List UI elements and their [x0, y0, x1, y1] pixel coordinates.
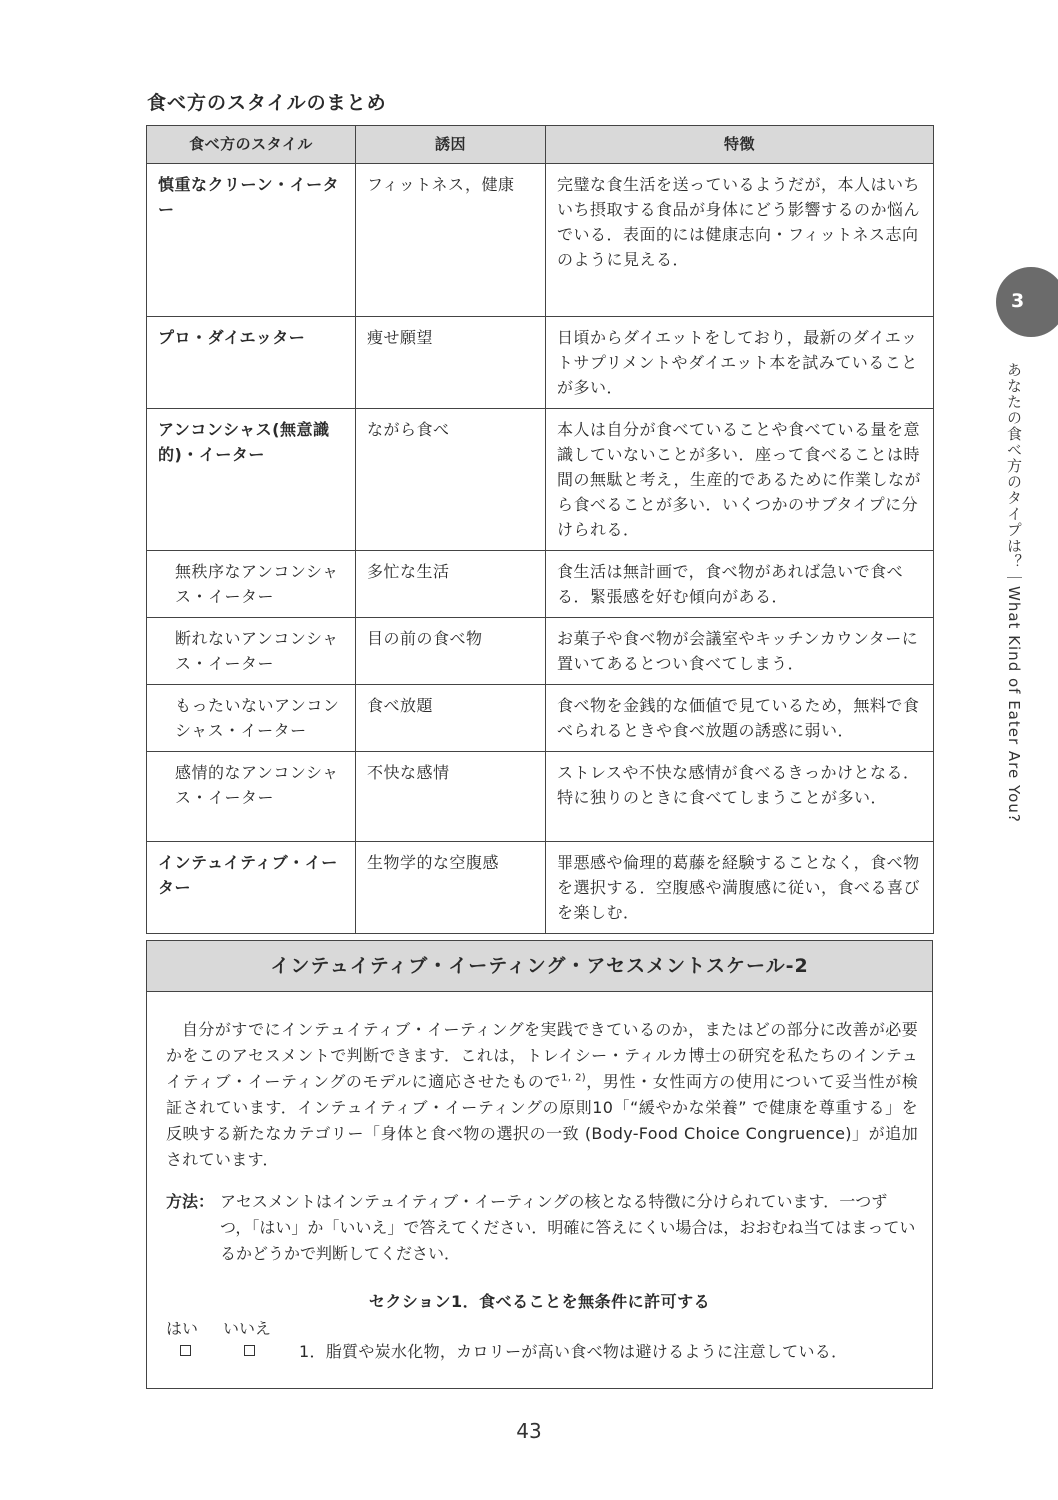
trigger-cell: 痩せ願望	[356, 317, 546, 409]
trigger-cell: 不快な感情	[356, 752, 546, 842]
feature-cell: 食べ物を金銭的な価値で見ているため，無料で食べられるときや食べ放題の誘惑に弱い．	[546, 685, 934, 752]
trigger-cell: 目の前の食べ物	[356, 618, 546, 685]
style-cell: 慎重なクリーン・イーター	[147, 164, 356, 317]
feature-cell: 完璧な食生活を送っているようだが，本人はいちいち摂取する食品が身体にどう影響するのか悩んでいる．表面的には健康志向・フィットネス志向のように見える．	[546, 164, 934, 317]
question1-yes-checkbox[interactable]	[180, 1345, 191, 1356]
trigger-cell: フィットネス，健康	[356, 164, 546, 317]
feature-cell: お菓子や食べ物が会議室やキッチンカウンターに置いてあるとつい食べてしまう．	[546, 618, 934, 685]
section-title: 食べ方のスタイルのまとめ	[147, 92, 387, 114]
running-title: あなたの食べ方のタイプは？｜What Kind of Eater Are You?	[1005, 362, 1023, 823]
yes-column-label: はい	[166, 1319, 199, 1338]
style-cell: 感情的なアンコンシャス・イーター	[147, 752, 356, 842]
assessment-box	[146, 940, 933, 1389]
style-cell: 断れないアンコンシャス・イーター	[147, 618, 356, 685]
table-row	[147, 317, 934, 409]
intro-text-end: ，男性・女性両方の使用について妥当性が検証されています．インテュイティブ・イーティングの原則10「“緩やかな栄養” で健康を尊重する」を反映する新たなカテゴリー「身体と食べ物の選択の一致 (Body-Food Choice Congruence)」が追加されています．	[166, 1072, 919, 1169]
chapter-number: 3	[1011, 290, 1025, 312]
method-label: 方法：	[166, 1192, 215, 1211]
chapter-tab	[996, 267, 1058, 337]
header-trigger: 誘因	[356, 126, 546, 164]
trigger-cell: 生物学的な空腹感	[356, 842, 546, 934]
style-cell: インテュイティブ・イーター	[147, 842, 356, 934]
feature-cell: 食生活は無計画で，食べ物があれば急いで食べる．緊張感を好む傾向がある．	[546, 551, 934, 618]
feature-cell: 日頃からダイエットをしており，最新のダイエットサプリメントやダイエット本を試みていることが多い．	[546, 317, 934, 409]
table-row	[147, 685, 934, 752]
table-header-row	[147, 126, 934, 164]
style-cell: もったいないアンコンシャス・イーター	[147, 685, 356, 752]
feature-cell: 本人は自分が食べていることや食べている量を意識していないことが多い．座って食べることは時間の無駄と考え，生産的であるために作業しながら食べることが多い．いくつかのサブタイプに分けられる．	[546, 409, 934, 551]
table-row	[147, 164, 934, 317]
no-column-label: いいえ	[223, 1319, 272, 1338]
feature-cell: 罪悪感や倫理的葛藤を経験することなく，食べ物を選択する．空腹感や満腹感に従い，食べる喜びを楽しむ．	[546, 842, 934, 934]
feature-cell: ストレスや不快な感情が食べるきっかけとなる．特に独りのときに食べてしまうことが多い．	[546, 752, 934, 842]
section1-title: セクション1．食べることを無条件に許可する	[368, 1292, 711, 1311]
table-row	[147, 842, 934, 934]
intro-reference: 1, 2)	[561, 1072, 586, 1084]
method-block	[166, 1189, 918, 1267]
style-cell: 無秩序なアンコンシャス・イーター	[147, 551, 356, 618]
trigger-cell: ながら食べ	[356, 409, 546, 551]
table-row	[147, 409, 934, 551]
page-number: 43	[516, 1419, 542, 1443]
header-style: 食べ方のスタイル	[147, 126, 356, 164]
eating-style-table	[146, 125, 934, 934]
assessment-title: インテュイティブ・イーティング・アセスメントスケール‐2	[147, 941, 932, 992]
trigger-cell: 多忙な生活	[356, 551, 546, 618]
table-row	[147, 618, 934, 685]
method-text: アセスメントはインテュイティブ・イーティングの核となる特徴に分けられています．一つずつ，「はい」か「いいえ」で答えてください．明確に答えにくい場合は，おおむね当てはまっているかどうかで判断してください．	[220, 1192, 916, 1263]
table-row	[147, 752, 934, 842]
trigger-cell: 食べ放題	[356, 685, 546, 752]
table-row	[147, 551, 934, 618]
assessment-intro	[166, 1017, 918, 1173]
intro-text-start: 自分がすでにインテュイティブ・イーティングを実践できているのか，またはどの部分に改善が必要かをこのアセスメントで判断できます．これは，トレイシー・ティルカ博士の研究を私たちのインテュイティブ・イーティングのモデルに適応させたもので	[166, 1020, 918, 1091]
question1-no-checkbox[interactable]	[244, 1345, 255, 1356]
header-feature: 特徴	[546, 126, 934, 164]
style-cell: アンコンシャス(無意識的)・イーター	[147, 409, 356, 551]
question1-text: 1．脂質や炭水化物，カロリーが高い食べ物は避けるように注意している．	[299, 1342, 848, 1361]
style-cell: プロ・ダイエッター	[147, 317, 356, 409]
